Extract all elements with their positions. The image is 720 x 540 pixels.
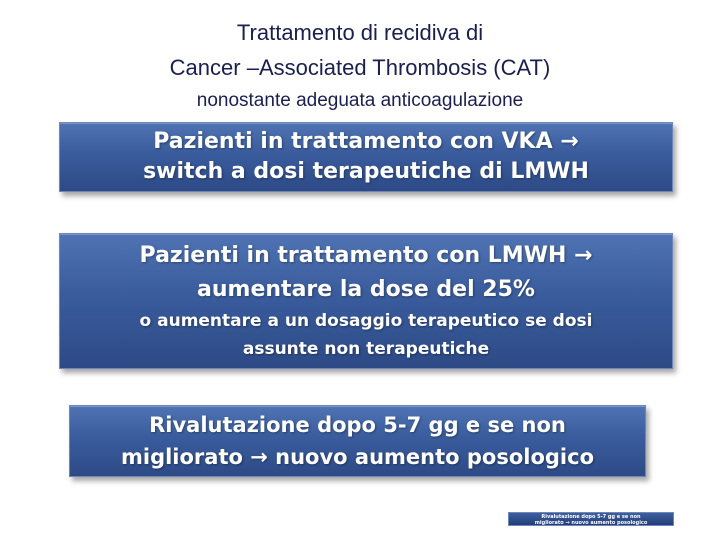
lmwh-increase-box	[59, 233, 673, 369]
slide-title-line-2: Cancer –Associated Thrombosis (CAT)	[169, 55, 551, 80]
slide-title-line-1: Trattamento di recidiva di	[236, 20, 484, 45]
lmwh-box-line-1: Pazienti in trattamento con LMWH →	[139, 243, 593, 268]
lmwh-box-line-2: aumentare la dose del 25%	[197, 277, 535, 302]
reassessment-box-line-2: migliorato → nuovo aumento posologico	[121, 445, 594, 469]
reassessment-box	[69, 405, 646, 477]
lmwh-box-line-3: o aumentare a un dosaggio terapeutico se dosi	[139, 311, 593, 331]
reassessment-thumbnail	[508, 512, 674, 526]
slide-subtitle: nonostante adeguata anticoagulazione	[196, 90, 524, 111]
thumbnail-line-2: migliorato → nuovo aumento posologico	[534, 520, 648, 526]
lmwh-box-line-4: assunte non terapeutiche	[242, 339, 490, 359]
vka-switch-box	[59, 122, 673, 192]
thumbnail-line-1: Rivalutazione dopo 5-7 gg e se non	[541, 514, 641, 520]
reassessment-box-line-1: Rivalutazione dopo 5-7 gg e se non	[149, 413, 566, 437]
vka-box-line-1: Pazienti in trattamento con VKA →	[153, 129, 579, 154]
vka-box-line-2: switch a dosi terapeutiche di LMWH	[143, 159, 589, 184]
